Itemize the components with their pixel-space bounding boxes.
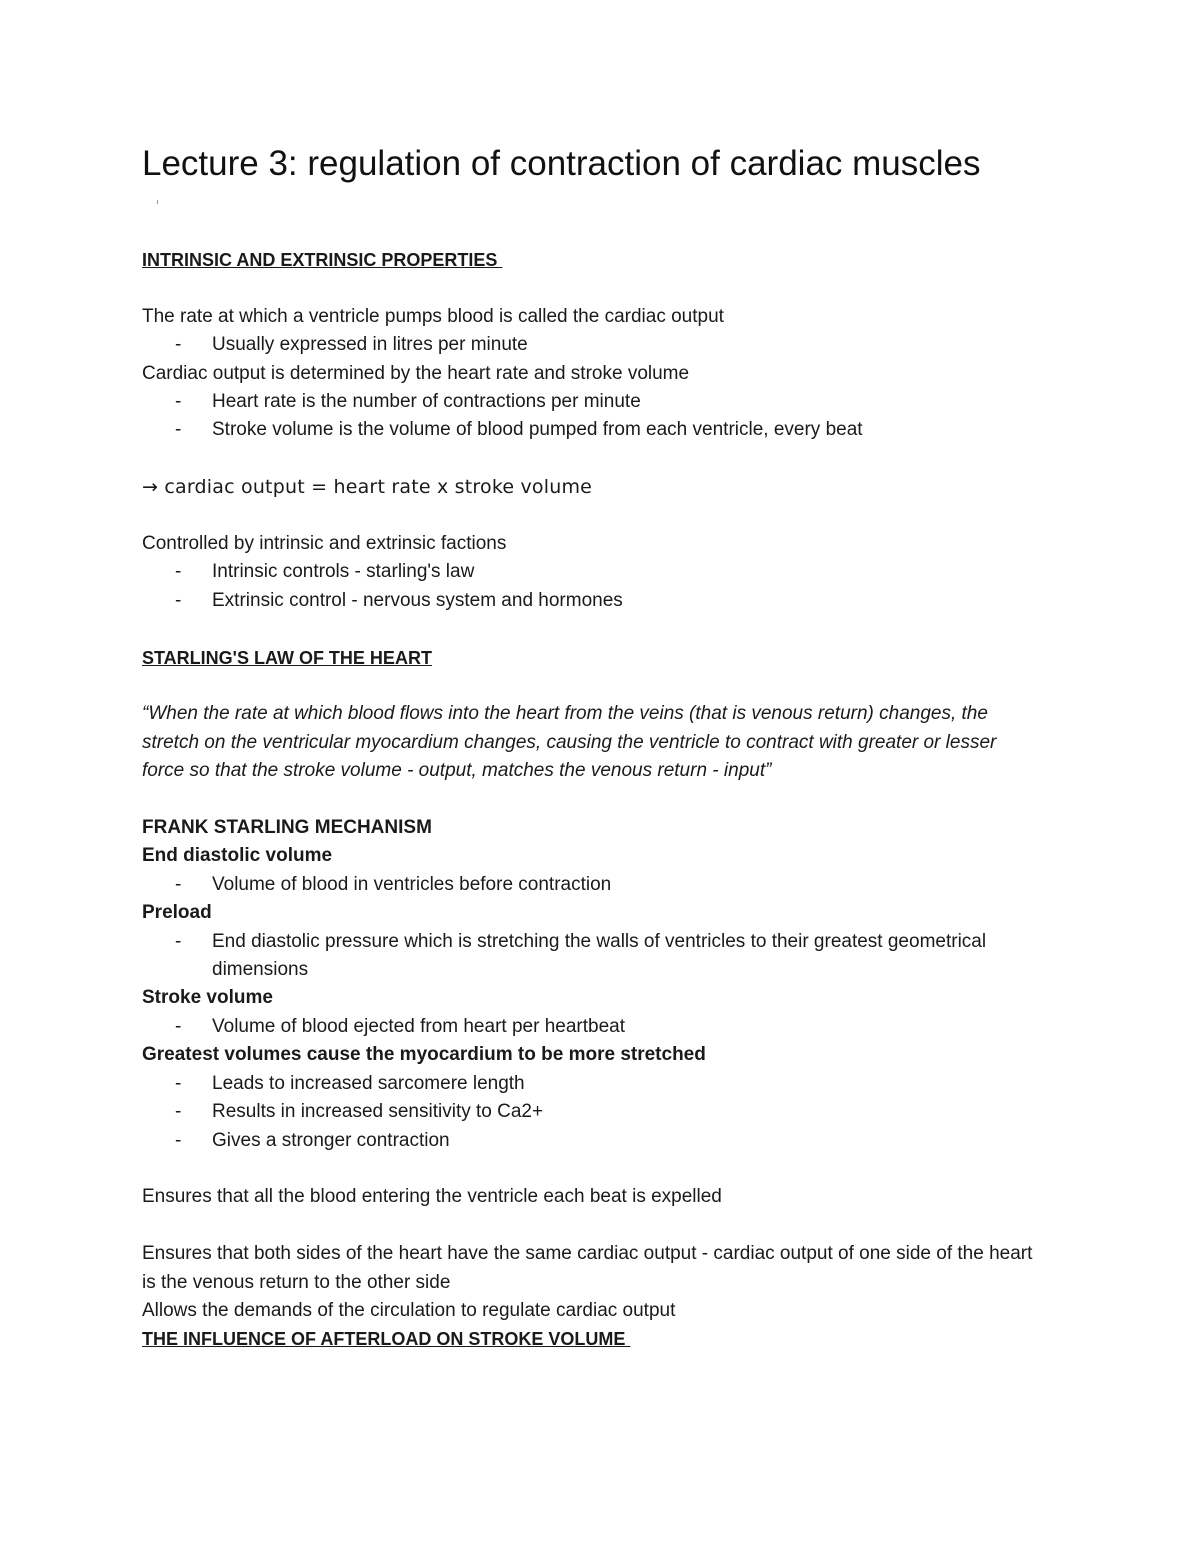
paragraph-cardiac-output: The rate at which a ventricle pumps blood is called the cardiac output [142, 305, 724, 327]
bullet-dash: - [175, 873, 182, 895]
starling-quote: “When the rate at which blood flows into the heart from the veins (that is venous return) changes, the stretch on the ventricular myocardium changes, causing the ventricle to contract with greater or lesser force so that the stroke volume - output, matches the venous return - input” [142, 703, 997, 782]
list-item-text: Heart rate is the number of contractions per minute [212, 391, 641, 413]
list-item [142, 416, 1052, 444]
bullet-dash: - [175, 391, 182, 413]
label-greatest-volumes: Greatest volumes cause the myocardium to be more stretched [142, 1044, 706, 1066]
label-end-diastolic-volume: End diastolic volume [142, 845, 333, 867]
list-item [142, 928, 1052, 985]
paragraph-both-sides: Ensures that both sides of the heart have the same cardiac output - cardiac output of one side of the heart is the venous return to the other side [142, 1243, 1033, 1293]
list-item [142, 1098, 1052, 1126]
list-item-text: Leads to increased sarcomere length [212, 1072, 525, 1094]
list-item-text: Extrinsic control - nervous system and hormones [212, 589, 623, 611]
list-item [142, 587, 1052, 615]
list-item-text: Volume of blood in ventricles before contraction [212, 873, 612, 895]
list-item-text: Volume of blood ejected from heart per heartbeat [212, 1015, 625, 1037]
heading-frank-starling: FRANK STARLING MECHANISM [142, 817, 432, 839]
list-item [142, 388, 1052, 416]
list-item-text: End diastolic pressure which is stretching the walls of ventricles to their greatest geometrical dimensions [212, 930, 987, 981]
list-item [142, 558, 1052, 586]
bullet-dash: - [175, 589, 182, 611]
paragraph-blood-expelled: Ensures that all the blood entering the ventricle each beat is expelled [142, 1186, 722, 1208]
bullet-dash: - [175, 1015, 182, 1037]
document-page [142, 140, 1052, 1354]
list-item [142, 1070, 1052, 1098]
paragraph-circulation-demands: Allows the demands of the circulation to regulate cardiac output [142, 1299, 676, 1321]
label-stroke-volume: Stroke volume [142, 987, 273, 1009]
bullet-dash: - [175, 419, 182, 441]
list-item [142, 1127, 1052, 1155]
list-item-text: Results in increased sensitivity to Ca2+ [212, 1101, 544, 1123]
bullet-dash: - [175, 561, 182, 583]
bullet-dash: - [175, 930, 182, 952]
list-item-text: Stroke volume is the volume of blood pumped from each ventricle, every beat [212, 419, 863, 441]
bullet-dash: - [175, 334, 182, 356]
paragraph-determined-by: Cardiac output is determined by the heart rate and stroke volume [142, 362, 690, 384]
bullet-dash: - [175, 1072, 182, 1094]
list-item [142, 871, 1052, 899]
bullet-dash: - [175, 1101, 182, 1123]
heading-intrinsic-extrinsic: INTRINSIC AND EXTRINSIC PROPERTIES [142, 250, 503, 270]
page-title: Lecture 3: regulation of contraction of cardiac muscles [142, 144, 981, 183]
list-item-text: Intrinsic controls - starling's law [212, 561, 475, 583]
list-item-text: Gives a stronger contraction [212, 1129, 450, 1151]
list-item [142, 331, 1052, 359]
bullet-dash: - [175, 1129, 182, 1151]
heading-starlings-law: STARLING'S LAW OF THE HEART [142, 647, 432, 668]
list-item [142, 1013, 1052, 1041]
heading-afterload: THE INFLUENCE OF AFTERLOAD ON STROKE VOLUME [142, 1329, 631, 1350]
cursor-mark [157, 194, 159, 208]
paragraph-controlled-by: Controlled by intrinsic and extrinsic factions [142, 533, 507, 555]
list-item-text: Usually expressed in litres per minute [212, 334, 528, 356]
formula-cardiac-output: → cardiac output = heart rate x stroke volume [142, 476, 593, 499]
label-preload: Preload [142, 902, 212, 924]
